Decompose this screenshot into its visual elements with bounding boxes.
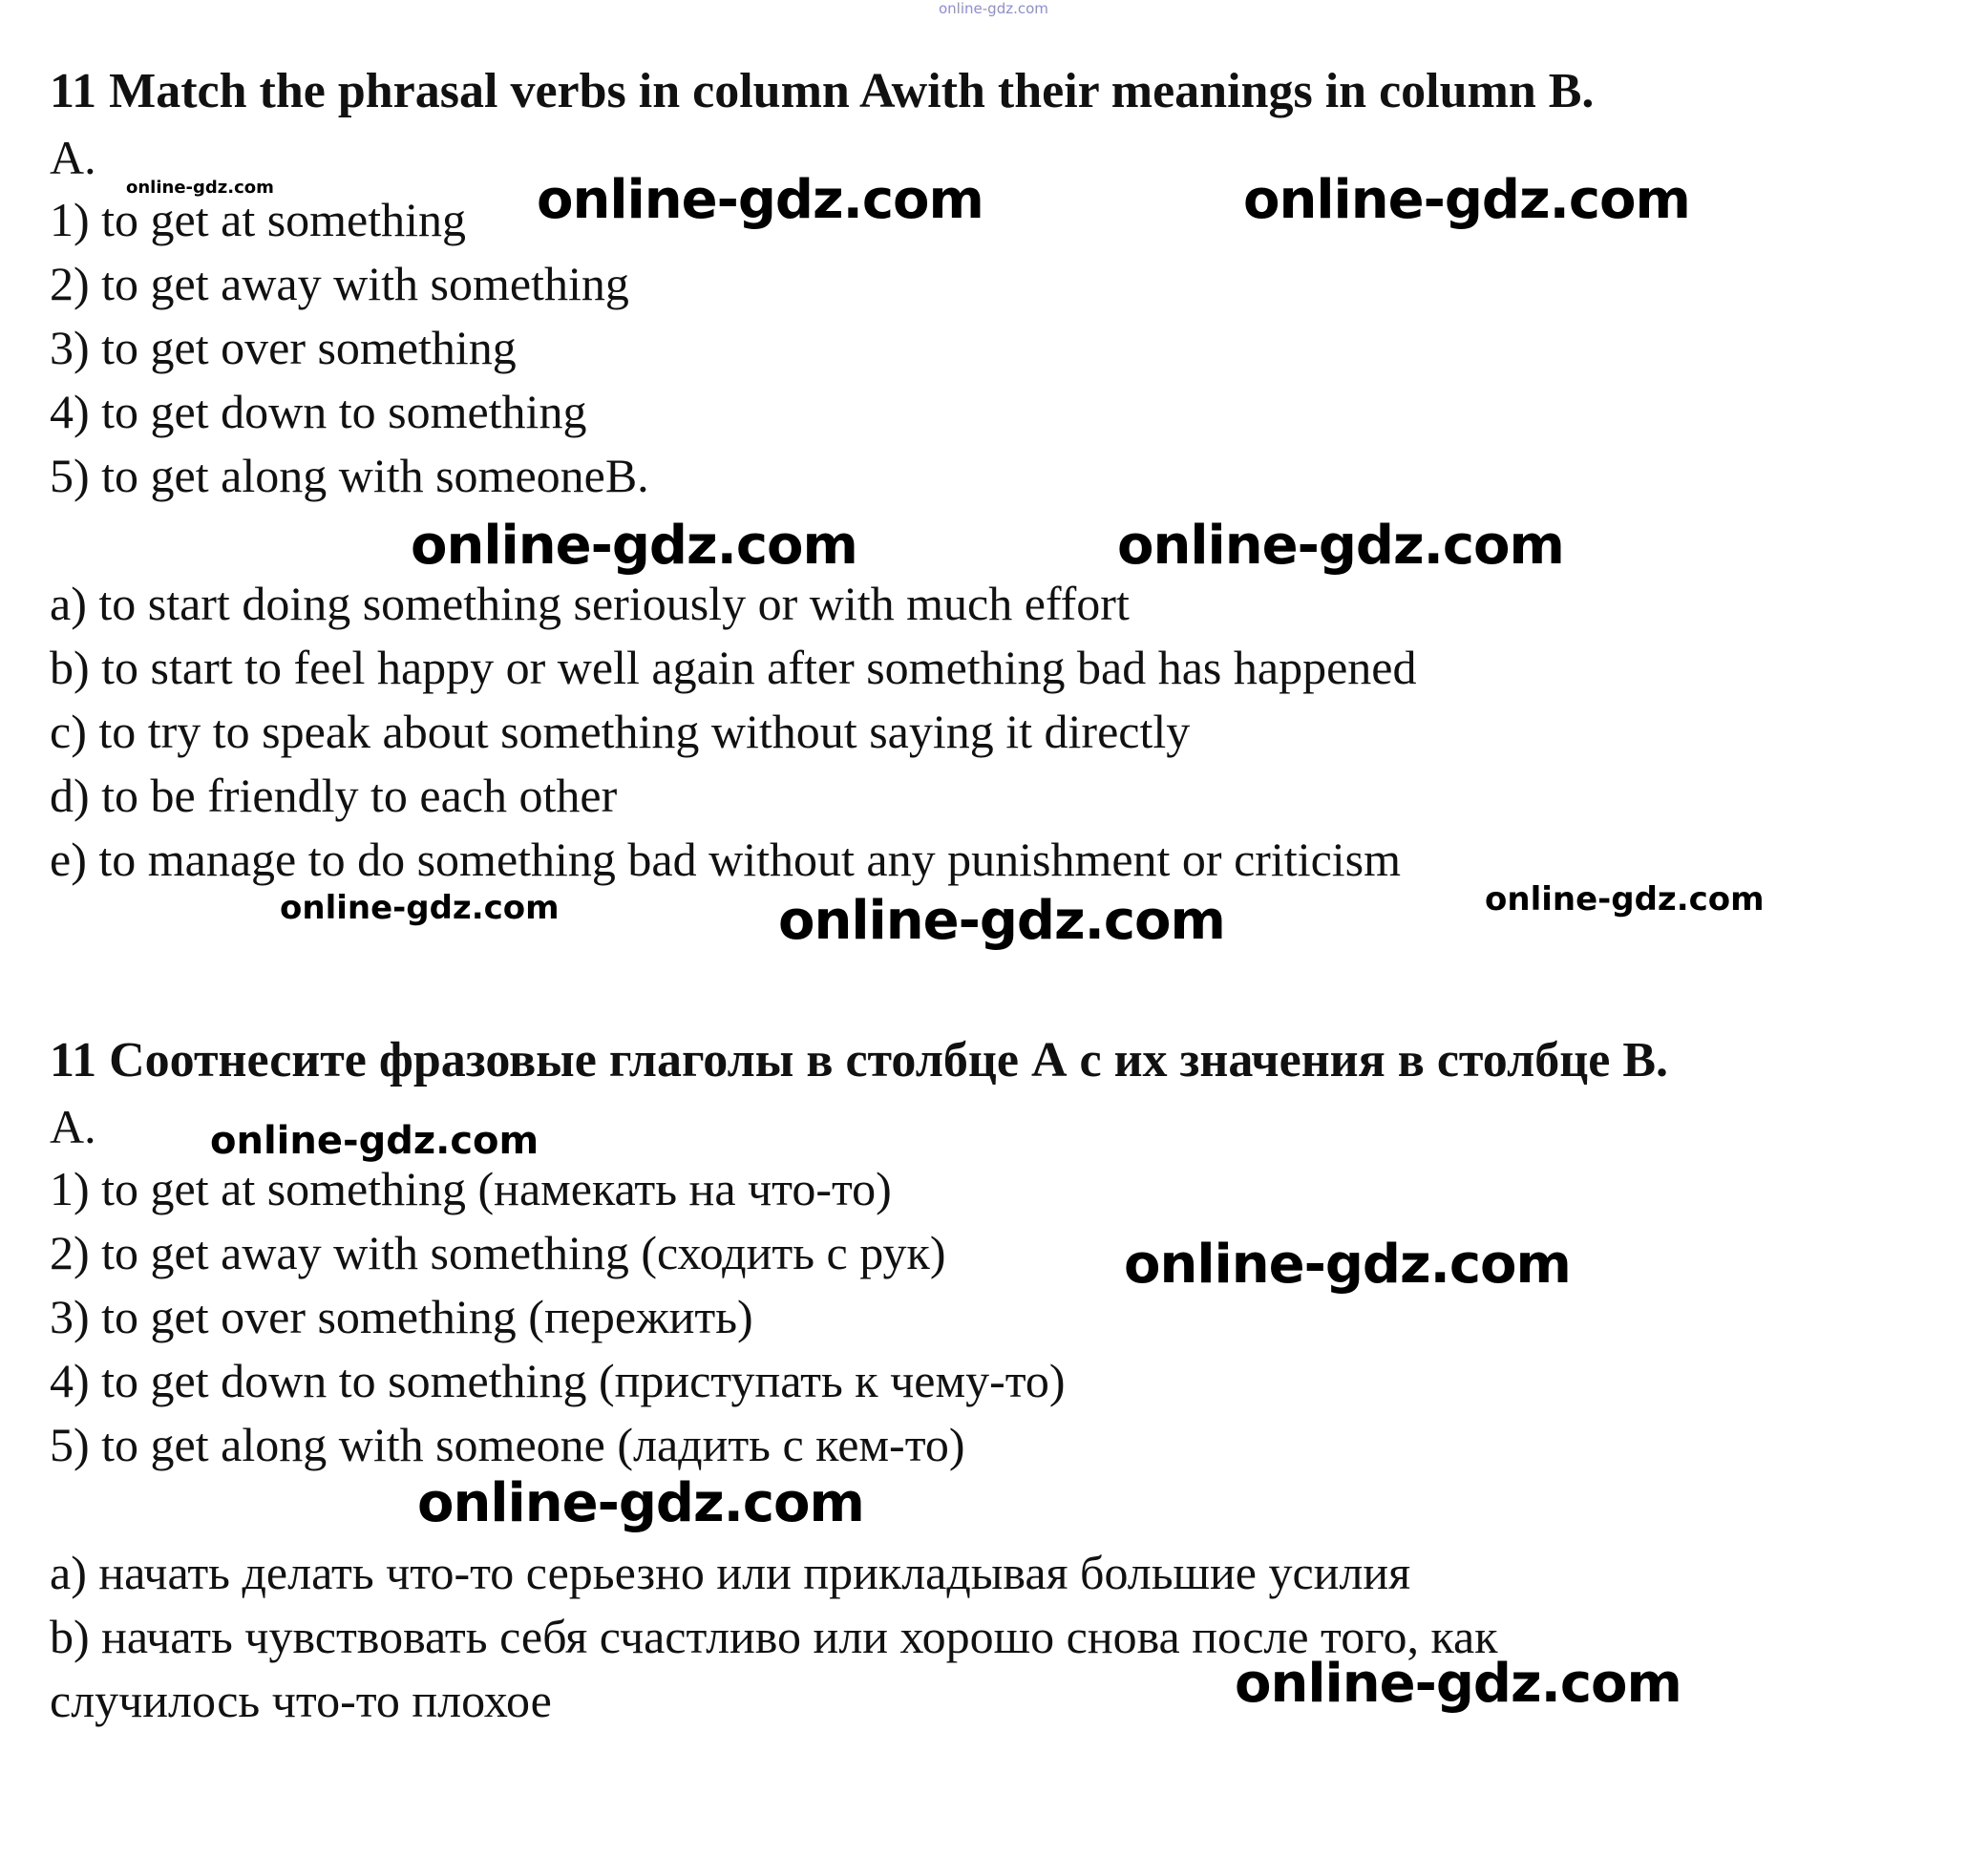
column-a-item: 3) to get over something (пережить) bbox=[50, 1290, 753, 1343]
watermark: online-gdz.com bbox=[411, 515, 857, 577]
watermark: online-gdz.com bbox=[1485, 880, 1765, 918]
watermark: online-gdz.com bbox=[1243, 169, 1690, 231]
column-b-item: a) начать делать что-то серьезно или прикладывая большие усилия bbox=[50, 1546, 1411, 1599]
column-a-item: 2) to get away with something (сходить с рук) bbox=[50, 1226, 946, 1279]
column-b-item: b) to start to feel happy or well again after something bad has happened bbox=[50, 641, 1417, 694]
column-a-label: A. bbox=[50, 131, 96, 184]
column-a-label: A. bbox=[50, 1100, 96, 1153]
watermark: online-gdz.com bbox=[210, 1119, 539, 1163]
watermark: online-gdz.com bbox=[280, 889, 560, 927]
watermark: online-gdz.com bbox=[778, 890, 1225, 952]
column-a-item: 1) to get at something bbox=[50, 193, 467, 246]
column-a-item: 5) to get along with someoneB. bbox=[50, 449, 649, 502]
column-a-item: 4) to get down to something bbox=[50, 385, 587, 438]
watermark: online-gdz.com bbox=[1124, 1234, 1571, 1296]
exercise-heading-en: 11 Match the phrasal verbs in column Awith their meanings in column B. bbox=[50, 64, 1595, 118]
exercise-heading-ru: 11 Соотнесите фразовые глаголы в столбце А с их значения в столбце B. bbox=[50, 1033, 1669, 1087]
column-b-item: b) начать чувствовать себя счастливо или хорошо снова после того, как bbox=[50, 1610, 1498, 1663]
column-b-item: c) to try to speak about something without saying it directly bbox=[50, 705, 1191, 758]
watermark: online-gdz.com bbox=[1117, 515, 1564, 577]
column-a-item: 2) to get away with something bbox=[50, 257, 629, 310]
column-a-item: 5) to get along with someone (ладить с кем-то) bbox=[50, 1418, 965, 1471]
watermark: online-gdz.com bbox=[417, 1472, 864, 1534]
column-a-item: 1) to get at something (намекать на что-то) bbox=[50, 1162, 892, 1215]
watermark: online-gdz.com bbox=[1235, 1653, 1681, 1715]
column-b-item: случилось что-то плохое bbox=[50, 1674, 552, 1727]
watermark: online-gdz.com bbox=[126, 178, 274, 198]
watermark: online-gdz.com bbox=[939, 0, 1048, 17]
column-b-item: a) to start doing something seriously or with much effort bbox=[50, 577, 1130, 630]
watermark: online-gdz.com bbox=[537, 169, 983, 231]
column-b-item: e) to manage to do something bad without any punishment or criticism bbox=[50, 833, 1402, 886]
column-b-item: d) to be friendly to each other bbox=[50, 769, 618, 822]
column-a-item: 3) to get over something bbox=[50, 321, 517, 374]
column-a-item: 4) to get down to something (приступать к чему-то) bbox=[50, 1354, 1066, 1407]
